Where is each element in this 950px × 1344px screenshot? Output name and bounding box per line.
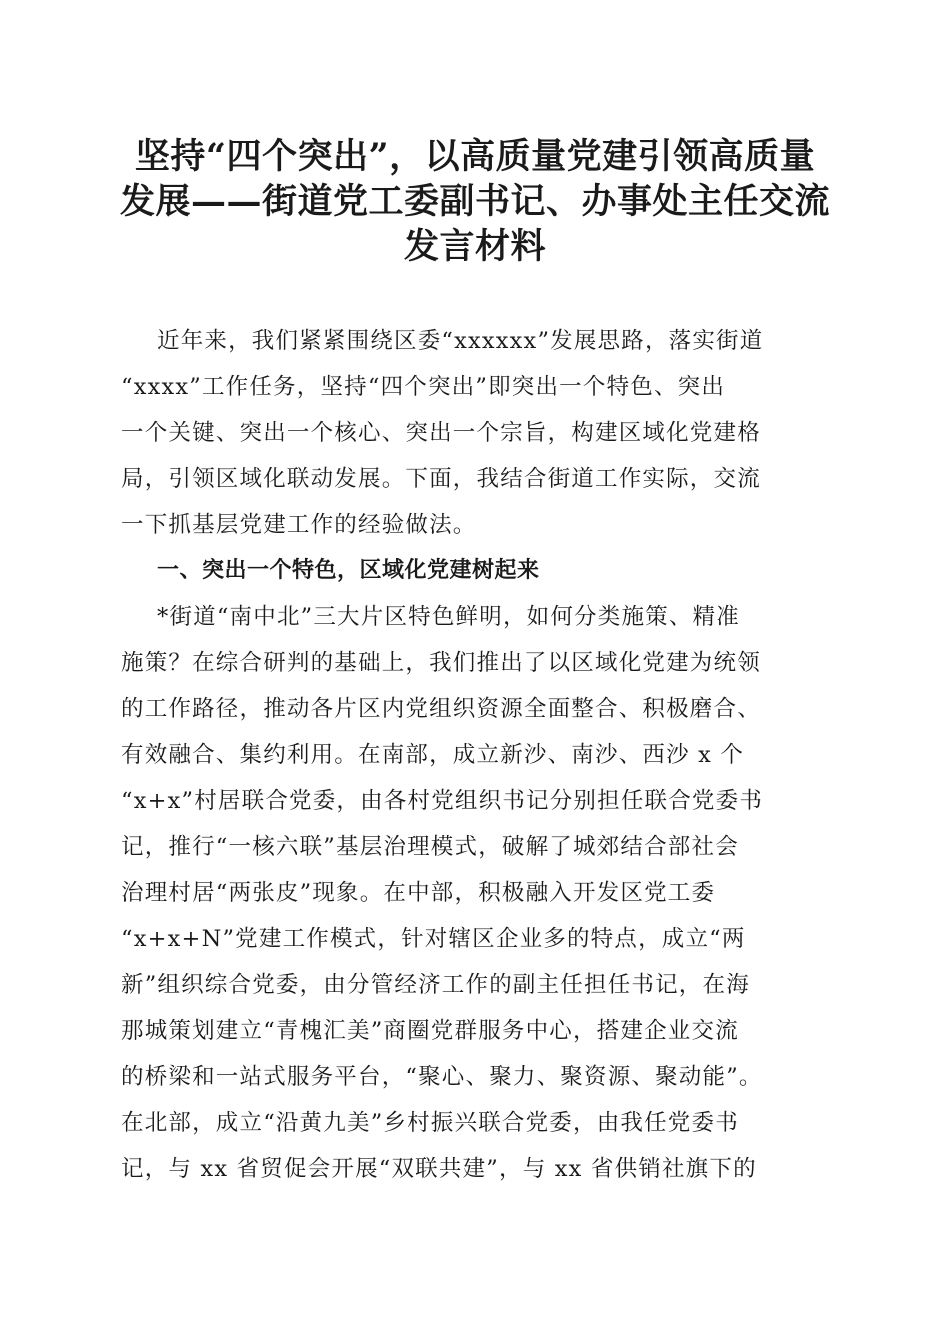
text-line: 记，与 xx 省贸促会开展“双联共建”，与 xx 省供销社旗下的 [121,1156,757,1182]
text-line: “x+x+N”党建工作模式，针对辖区企业多的特点，成立“两 [121,926,746,952]
text-line: *街道“南中北”三大片区特色鲜明，如何分类施策、精准 [157,604,740,630]
title-line: 发展——街道党工委副书记、办事处主任交流 [119,181,830,222]
text-line: 治理村居“两张皮”现象。在中部，积极融入开发区党工委 [121,880,716,906]
text-line: 记，推行“一核六联”基层治理模式，破解了城郊结合部社会 [121,834,739,860]
text-line: 有效融合、集约利用。在南部，成立新沙、南沙、西沙 x 个 [121,742,745,768]
text-line: “xxxx”工作任务，坚持“四个突出”即突出一个特色、突出 [121,374,726,400]
text-line: 局，引领区域化联动发展。下面，我结合街道工作实际，交流 [121,466,761,492]
text-line: 在北部，成立“沿黄九美”乡村振兴联合党委，由我任党委书 [121,1110,739,1136]
text-line: 的工作路径，推动各片区内党组织资源全面整合、积极磨合、 [121,696,761,722]
title-line: 发言材料 [403,226,546,267]
paragraph-section-1 [121,594,823,1192]
text-line: 近年来，我们紧紧围绕区委“xxxxxx”发展思路，落实街道 [157,328,764,354]
title-line: 坚持“四个突出”，以高质量党建引领高质量 [134,136,816,177]
text-line: 的桥梁和一站式服务平台，“聚心、聚力、聚资源、聚动能”。 [121,1064,763,1090]
text-line: 一个关键、突出一个核心、突出一个宗旨，构建区域化党建格 [121,420,761,446]
text-line: “x+x”村居联合党委，由各村党组织书记分别担任联合党委书 [121,788,764,814]
paragraph-intro [121,318,823,548]
document-title [110,134,840,269]
document-body [121,318,823,1192]
section-heading: 一、突出一个特色，区域化党建树起来 [157,558,540,583]
text-line: 那城策划建立“青槐汇美”商圈党群服务中心，搭建企业交流 [121,1018,739,1044]
text-line: 施策？在综合研判的基础上，我们推出了以区域化党建为统领 [121,650,761,676]
text-line: 一下抓基层党建工作的经验做法。 [121,512,477,538]
text-line: 新”组织综合党委，由分管经济工作的副主任担任书记，在海 [121,972,750,998]
